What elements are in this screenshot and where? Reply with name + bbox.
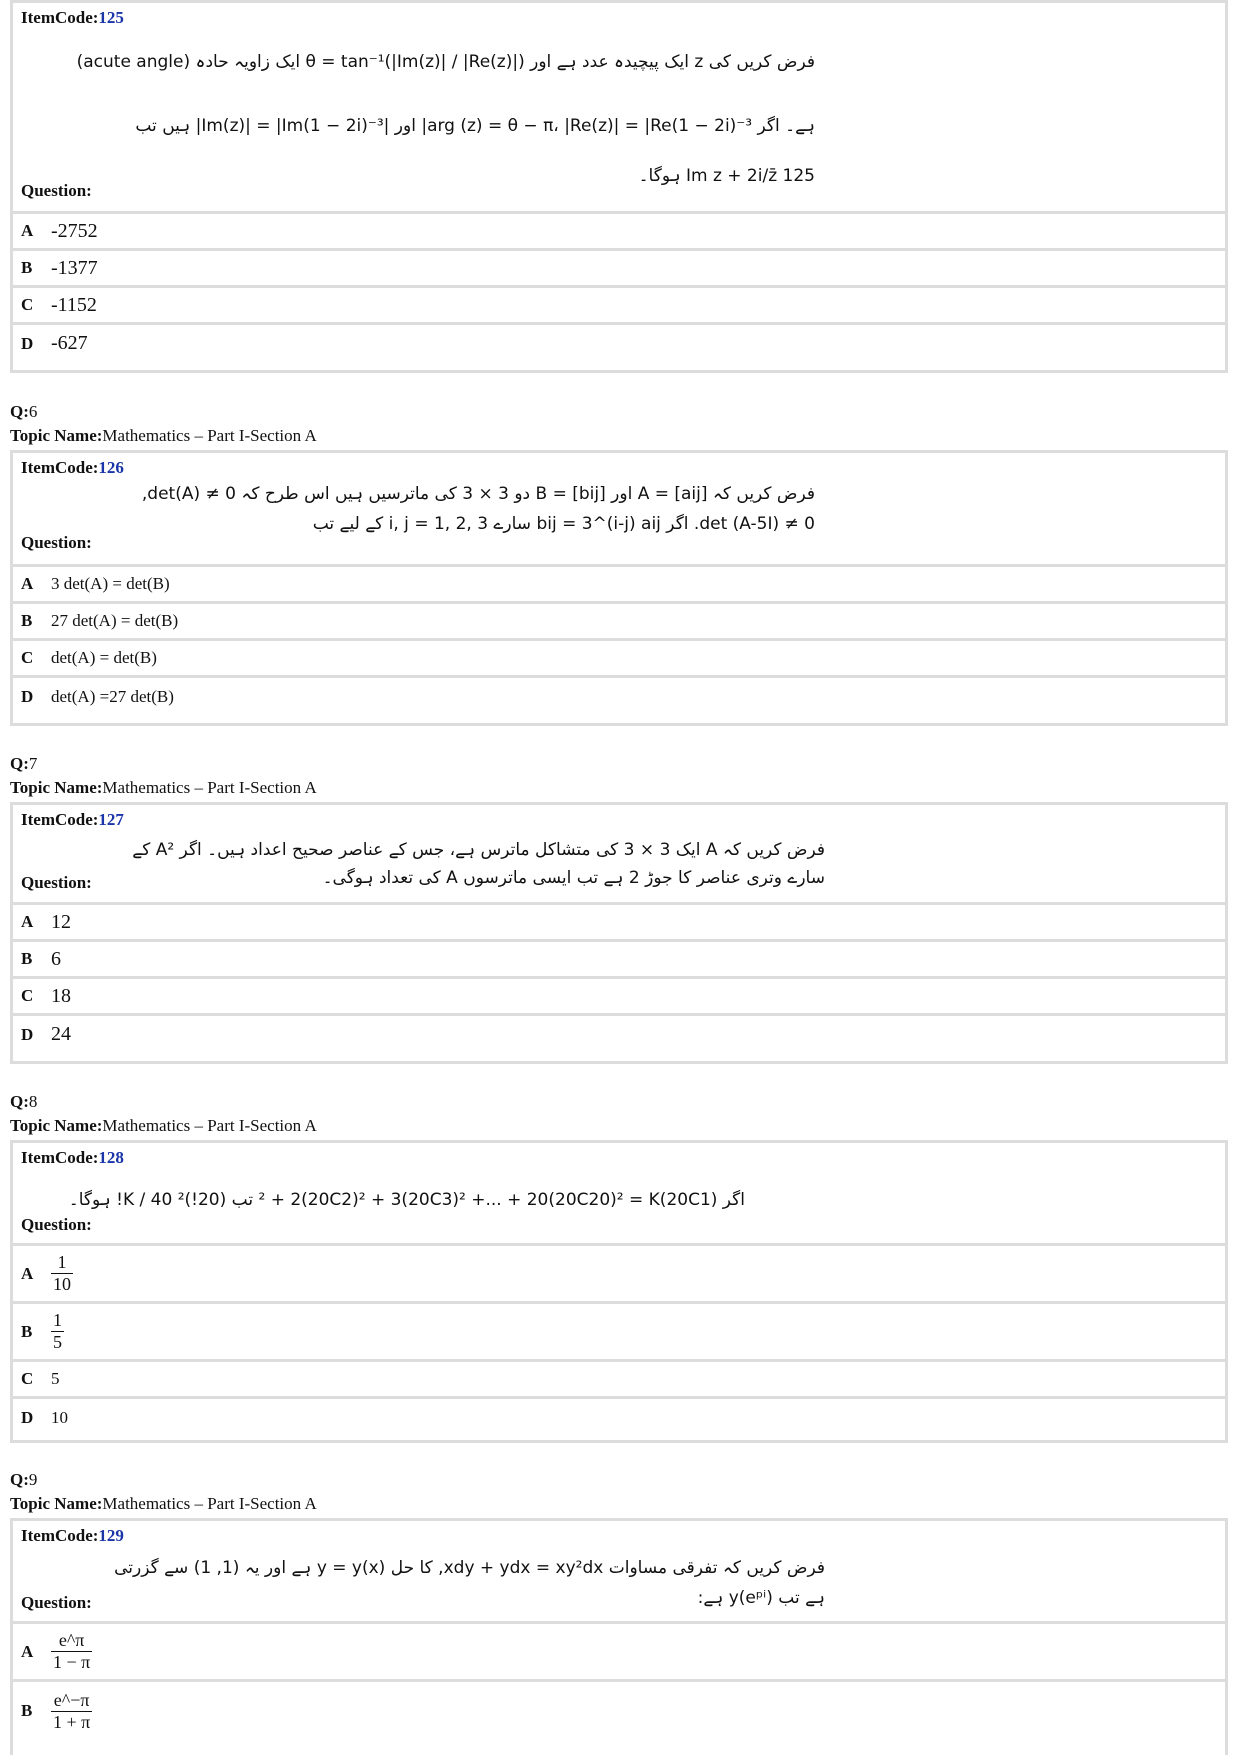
option-value: -1152 (51, 293, 97, 316)
question-label: Question: (21, 1593, 92, 1612)
question-label: Question: (21, 1215, 92, 1234)
option-value: -1377 (51, 256, 98, 279)
option-a[interactable]: A -2752 (13, 214, 1225, 251)
item-code-number: 125 (98, 8, 124, 27)
option-d[interactable]: D det(A) =27 det(B) (21, 686, 174, 706)
option-value: 3 det(A) = det(B) (51, 574, 170, 593)
option-c[interactable]: C -1152 (13, 288, 1225, 325)
item-code: ItemCode:125 (21, 8, 124, 27)
option-b[interactable]: B 27 det(A) = det(B) (13, 604, 1225, 641)
question-stem (13, 3, 1225, 214)
question-text-line-3: 125 Im z + 2i/z̄ ہوگا۔ (638, 166, 815, 186)
option-value: det(A) =27 det(B) (51, 686, 174, 706)
question-text-line-2: سارے وتری عناصر کا جوڑ 2 ہے تب ایسی ماترسوں A کی تعداد ہوگی۔ (322, 868, 825, 888)
question-label: Question: (21, 533, 92, 552)
question-stem (13, 1521, 1225, 1624)
option-value: -2752 (51, 219, 98, 242)
question-number: Q:6 (10, 402, 38, 421)
question-stem (13, 453, 1225, 567)
question-number: Q:9 (10, 1470, 38, 1489)
question-text-line-2: ہے۔ اگر arg (z) = θ − π، |Re(z)| = |Re(1 − 2i)⁻³| اور |Im(z)| = |Im(1 − 2i)⁻³| ہیں تب (135, 116, 815, 136)
question-number: Q:7 (10, 754, 38, 773)
option-value: 18 (51, 984, 71, 1007)
option-value: 24 (51, 1023, 71, 1045)
option-fraction: $\frac{1}{10}$ (53, 1252, 71, 1294)
question-card-8 (10, 1140, 1228, 1443)
question-stem (13, 805, 1225, 905)
option-d[interactable]: D 10 (21, 1407, 68, 1427)
option-a[interactable]: A $\frac{e\^{}\pi}{1 - \pi}$ (13, 1624, 1225, 1682)
option-a[interactable]: A 12 (13, 905, 1225, 942)
option-c[interactable]: C 18 (13, 979, 1225, 1016)
option-value: det(A) = det(B) (51, 648, 157, 667)
question-card-6 (10, 450, 1228, 726)
topic-name: Topic Name:Mathematics – Part I-Section A (10, 778, 317, 797)
topic-name: Topic Name:Mathematics – Part I-Section A (10, 426, 317, 445)
option-c[interactable]: C 5 (13, 1362, 1225, 1399)
item-code: ItemCode:127 (21, 810, 124, 829)
question-text-line-1: فرض کریں کہ A ایک 3 × 3 کی متشاکل ماترس ہے، جس کے عناصر صحیح اعداد ہیں۔ اگر A² کے (132, 840, 825, 860)
item-code-number: 127 (98, 810, 124, 829)
item-code: ItemCode:129 (21, 1526, 124, 1545)
option-fraction: $\frac{e\^{}-\pi}{1 + \pi}$ (53, 1689, 91, 1732)
item-code: ItemCode:128 (21, 1148, 124, 1167)
option-value: 6 (51, 947, 61, 970)
option-d[interactable]: D -627 (21, 332, 88, 354)
option-value: -627 (51, 332, 88, 354)
question-text-line-1: فرض کریں کی z ایک پیچیدہ عدد ہے اور θ = tan⁻¹(|Im(z)| / |Re(z)|) ایک زاویہ حادہ (acute angle) (76, 52, 815, 72)
item-code-number: 129 (98, 1526, 124, 1545)
question-card-7 (10, 802, 1228, 1064)
option-value: 10 (51, 1407, 68, 1427)
option-a[interactable]: A $\frac{1}{10}$ (13, 1246, 1225, 1304)
item-code: ItemCode:126 (21, 458, 124, 477)
question-text-line-2: ہے تب y(eᵖⁱ) ہے: (697, 1588, 825, 1608)
question-text-line-1: فرض کریں کہ A = [aij] اور B = [bij] دو 3 × 3 کی ماترسیں ہیں اس طرح کہ det(A) ≠ 0, (141, 484, 815, 504)
question-label: Question: (21, 181, 92, 200)
option-a[interactable]: A 3 det(A) = det(B) (13, 567, 1225, 604)
question-text-line-1: اگر (20C1)² + 2(20C2)² + 3(20C3)² +... + 20(20C20)² = K تب (20!)² K / 40! ہوگا۔ (68, 1190, 745, 1210)
option-c[interactable]: C det(A) = det(B) (13, 641, 1225, 678)
item-code-number: 126 (98, 458, 124, 477)
question-label: Question: (21, 873, 92, 892)
topic-name: Topic Name:Mathematics – Part I-Section A (10, 1494, 317, 1513)
option-value: 5 (51, 1369, 60, 1388)
option-fraction: $\frac{1}{5}$ (53, 1310, 62, 1352)
question-card-5 (10, 0, 1228, 373)
option-value: 27 det(A) = det(B) (51, 611, 179, 630)
option-b[interactable]: B $\frac{e\^{}-\pi}{1 + \pi}$ (21, 1689, 91, 1732)
option-d[interactable]: D 24 (21, 1023, 71, 1045)
option-b[interactable]: B 6 (13, 942, 1225, 979)
option-fraction: $\frac{e\^{}\pi}{1 - \pi}$ (53, 1630, 91, 1672)
question-stem (13, 1143, 1225, 1246)
question-text-line-2: det (A-5I) ≠ 0. اگر bij = 3^(i-j) aij سارے i, j = 1, 2, 3 کے لیے تب (312, 514, 815, 534)
option-b[interactable]: B $\frac{1}{5}$ (13, 1304, 1225, 1362)
question-number: Q:8 (10, 1092, 38, 1111)
question-text-line-1: فرض کریں کہ تفرقی مساوات xdy + ydx = xy²dx, کا حل y = y(x) ہے اور یہ (1, 1) سے گزرتی (114, 1558, 825, 1578)
topic-name: Topic Name:Mathematics – Part I-Section A (10, 1116, 317, 1135)
option-b[interactable]: B -1377 (13, 251, 1225, 288)
question-card-9 (10, 1518, 1228, 1755)
item-code-number: 128 (98, 1148, 124, 1167)
option-value: 12 (51, 910, 71, 933)
